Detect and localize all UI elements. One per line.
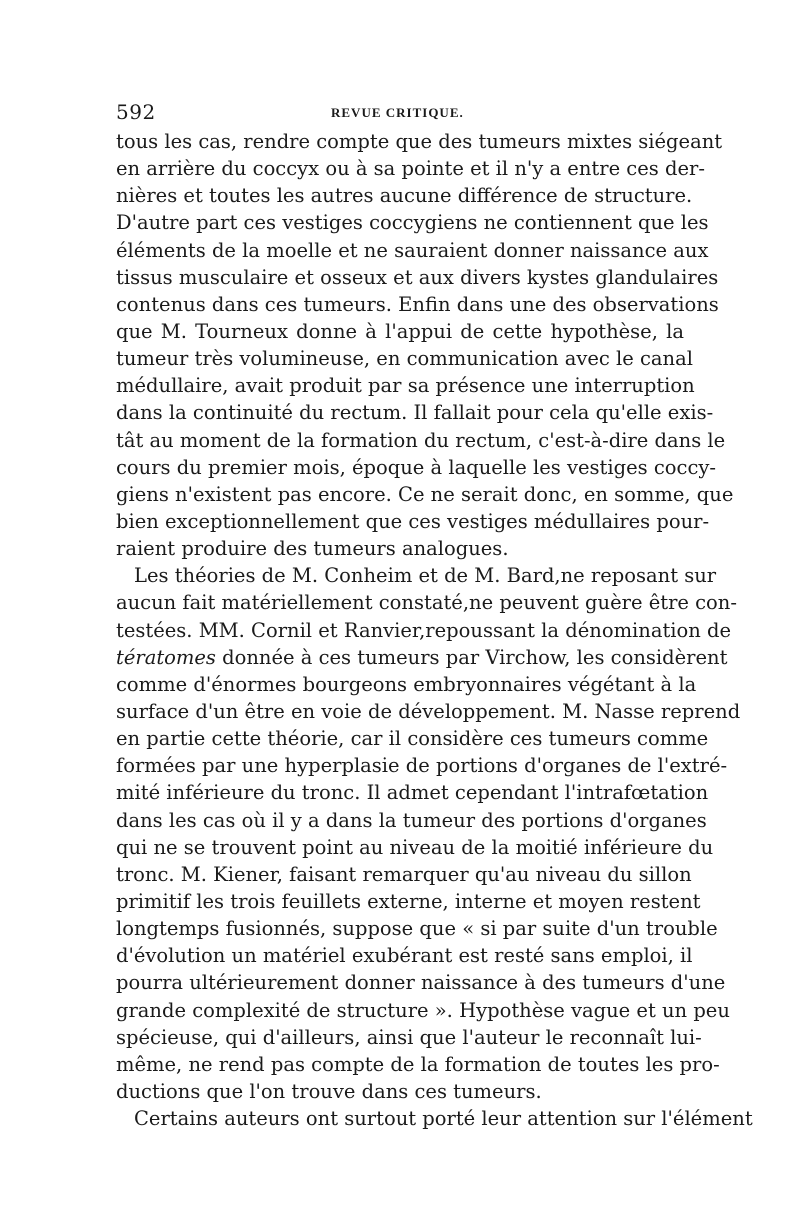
text-line: mité inférieure du tronc. Il admet cependant l'intrafœtation bbox=[116, 781, 709, 805]
text-line: testées. MM. Cornil et Ranvier,repoussant la dénomination de bbox=[116, 618, 732, 642]
text-line: tératomes donnée à ces tumeurs par Virchow, les considèrent bbox=[116, 645, 728, 669]
text-line: éléments de la moelle et ne sauraient donner naissance aux bbox=[116, 238, 709, 262]
text-line: dans la continuité du rectum. Il fallait pour cela qu'elle exis- bbox=[116, 401, 714, 425]
text-line: d'évolution un matériel exubérant est resté sans emploi, il bbox=[116, 944, 693, 968]
text-line: pourra ultérieurement donner naissance à des tumeurs d'une bbox=[116, 971, 726, 995]
running-head bbox=[116, 100, 688, 128]
text-line: que M. Tourneux donne à l'appui de cette hypothèse, la bbox=[116, 319, 684, 343]
text-line: dans les cas où il y a dans la tumeur des portions d'organes bbox=[116, 808, 707, 832]
text-line: Les théories de M. Conheim et de M. Bard,ne reposant sur bbox=[134, 564, 717, 588]
text-line: tronc. M. Kiener, faisant remarquer qu'au niveau du sillon bbox=[116, 862, 692, 886]
text-line: formées par une hyperplasie de portions d'organes de l'extré- bbox=[116, 754, 728, 778]
text-line: tissus musculaire et osseux et aux divers kystes glandulaires bbox=[116, 265, 719, 289]
text-line: tât au moment de la formation du rectum, c'est-à-dire dans le bbox=[116, 428, 726, 452]
text-line: en arrière du coccyx ou à sa pointe et il n'y a entre ces der- bbox=[116, 157, 705, 181]
text-line: tous les cas, rendre compte que des tumeurs mixtes siégeant bbox=[116, 130, 723, 153]
text-line: longtemps fusionnés, suppose que « si par suite d'un trouble bbox=[116, 917, 718, 941]
text-line: même, ne rend pas compte de la formation de toutes les pro- bbox=[116, 1052, 720, 1076]
text-line: D'autre part ces vestiges coccygiens ne contiennent que les bbox=[116, 211, 709, 235]
text-line: ductions que l'on trouve dans ces tumeurs. bbox=[116, 1079, 542, 1103]
text-line: cours du premier mois, époque à laquelle les vestiges coccy- bbox=[116, 455, 716, 479]
text-line: spécieuse, qui d'ailleurs, ainsi que l'auteur le reconnaît lui- bbox=[116, 1025, 702, 1049]
text-line: aucun fait matériellement constaté,ne peuvent guère être con- bbox=[116, 591, 737, 615]
text-line: grande complexité de structure ». Hypothèse vague et un peu bbox=[116, 998, 730, 1022]
body-text bbox=[116, 128, 753, 1132]
text-line: tumeur très volumineuse, en communication avec le canal bbox=[116, 347, 693, 371]
text-line: médullaire, avait produit par sa présence une interruption bbox=[116, 374, 695, 398]
running-title: REVUE CRITIQUE. bbox=[331, 105, 464, 120]
text-line: raient produire des tumeurs analogues. bbox=[116, 537, 509, 561]
text-line: primitif les trois feuillets externe, interne et moyen restent bbox=[116, 889, 701, 913]
page-number: 592 bbox=[116, 100, 156, 124]
italic-term: tératomes bbox=[116, 645, 216, 669]
text-line: qui ne se trouvent point au niveau de la moitié inférieure du bbox=[116, 835, 714, 859]
text-line: bien exceptionnellement que ces vestiges médullaires pour- bbox=[116, 509, 710, 533]
text-line: contenus dans ces tumeurs. Enfin dans une des observations bbox=[116, 292, 719, 316]
text-line: nières et toutes les autres aucune différence de structure. bbox=[116, 184, 693, 208]
text-line: en partie cette théorie, car il considère ces tumeurs comme bbox=[116, 727, 709, 751]
text-line: giens n'existent pas encore. Ce ne serait donc, en somme, que bbox=[116, 482, 734, 506]
text-line: surface d'un être en voie de développement. M. Nasse reprend bbox=[116, 699, 741, 723]
text-line: Certains auteurs ont surtout porté leur attention sur l'élément bbox=[134, 1107, 753, 1131]
text-line: comme d'énormes bourgeons embryonnaires végétant à la bbox=[116, 672, 697, 696]
